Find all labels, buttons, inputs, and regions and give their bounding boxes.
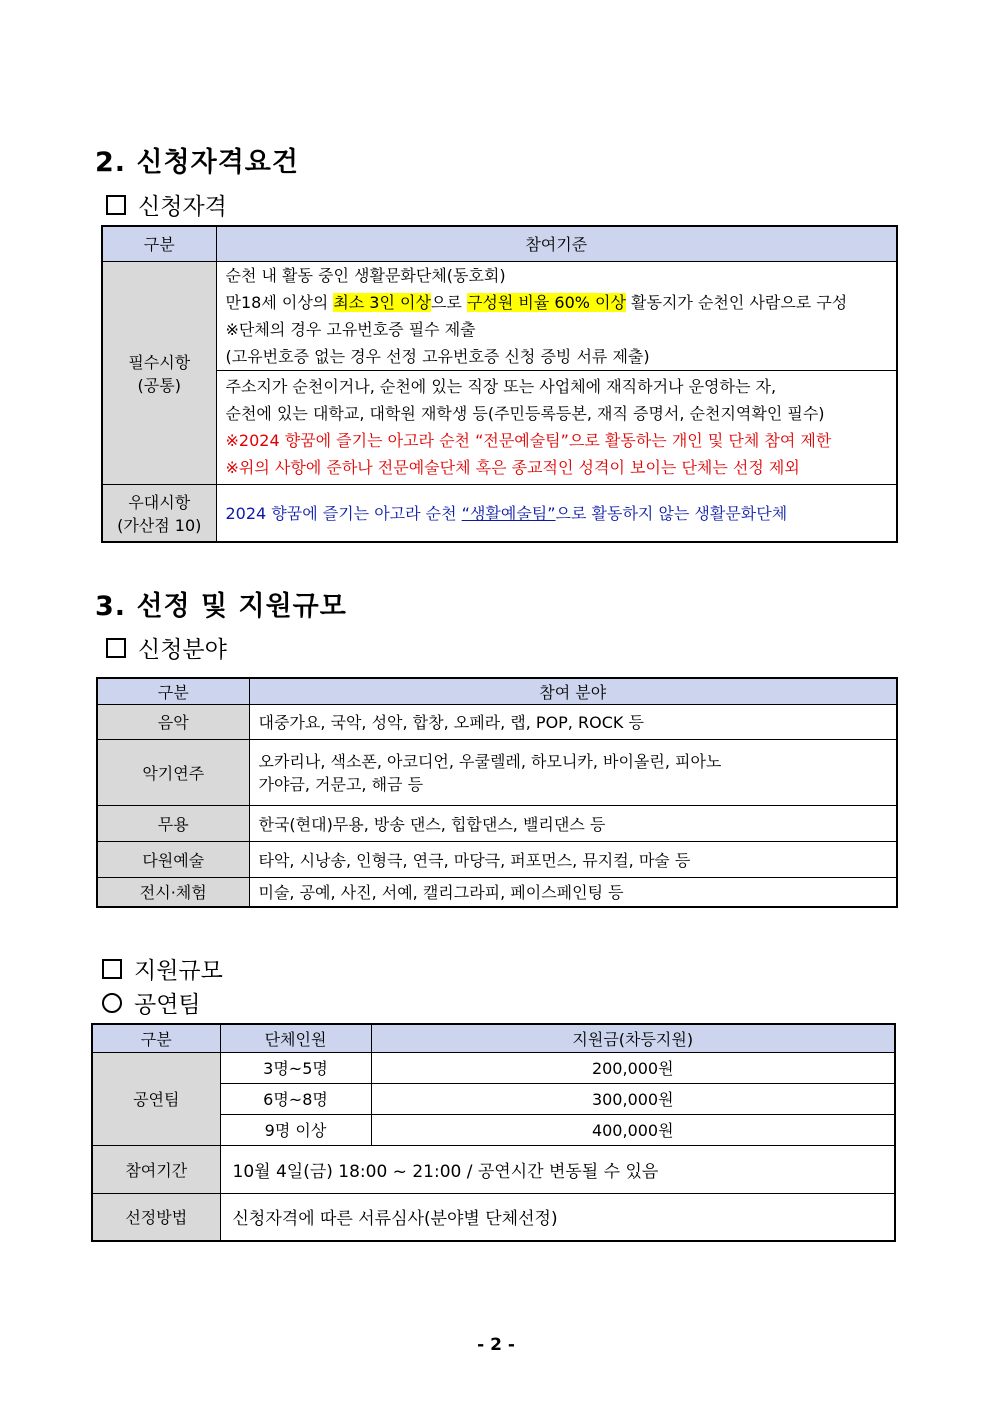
criteria-text: 으로 활동하지 않는 생활문화단체 [555,504,788,524]
support-table [91,1023,896,1242]
criteria-line: 순천에 있는 대학교, 대학원 재학생 등(주민등록등본, 재직 증명서, 순천지역확인 필수) [225,404,825,423]
subsection-support [102,952,223,985]
required-criteria-b [216,370,897,484]
highlight-min-members: 최소 3인 이상 [333,292,431,312]
support-size: 3명~5명 [220,1052,371,1083]
preferred-label [102,484,216,542]
fields-header-fields: 참여 분야 [249,678,897,704]
subsection-team-label: 공연팀 [134,992,201,1018]
subsection-team [102,986,201,1019]
underline-team-name: “생활예술팀” [461,504,556,524]
support-header-amount: 지원금(차등지원) [371,1024,895,1052]
subsection-fields-label: 신청분야 [138,637,227,663]
criteria-text: 만18세 이상의 [225,292,334,312]
field-line: 미술, 공예, 사진, 서예, 캘리그라피, 페이스페인팅 등 [258,883,624,903]
criteria-line: 주소지가 순천이거나, 순천에 있는 직장 또는 사업체에 재직하거나 운영하는 자, [225,377,777,396]
field-category: 악기연주 [97,739,249,805]
support-size: 6명~8명 [220,1083,371,1114]
criteria-warning: ※위의 사항에 준하나 전문예술단체 혹은 종교적인 성격이 보이는 단체는 선정 제외 [225,458,800,477]
method-value: 신청자격에 따른 서류심사(분야별 단체선정) [220,1193,895,1241]
support-size: 9명 이상 [220,1114,371,1145]
subsection-eligibility [106,188,227,221]
field-description [249,841,897,877]
subsection-fields [106,631,227,664]
highlight-member-ratio: 구성원 비율 60% 이상 [466,292,626,312]
criteria-note: (고유번호증 없는 경우 선정 고유번호증 신청 증빙 서류 제출) [225,346,650,366]
field-line: 대중가요, 국악, 성악, 합창, 오페라, 랩, POP, ROCK 등 [258,713,644,732]
checkbox-square-icon [106,638,126,658]
period-label: 참여기간 [92,1145,220,1193]
required-label [102,261,216,484]
field-category: 음악 [97,704,249,739]
fields-header-category: 구분 [97,678,249,704]
subsection-eligibility-label: 신청자격 [138,194,227,220]
eligibility-table [101,225,898,543]
page-number: - 2 - [477,1335,515,1355]
field-category: 전시·체험 [97,877,249,907]
criteria-line [226,289,897,316]
field-category: 다원예술 [97,841,249,877]
required-criteria-a [216,261,897,370]
subsection-support-label: 지원규모 [134,958,223,984]
criteria-warning: ※2024 향꿈에 즐기는 아고라 순천 “전문예술팀”으로 활동하는 개인 및 단체 참여 제한 [225,431,832,450]
section-2-title: 2. 신청자격요건 [95,147,299,178]
preferred-label-line2: (가산점 10) [117,515,202,535]
field-line: 가야금, 거문고, 해금 등 [258,775,424,794]
support-amount: 300,000원 [371,1083,895,1114]
preferred-label-line1: 우대시항 [128,492,191,512]
fields-table [96,677,898,908]
field-description [249,877,897,907]
required-label-line2: (공통) [137,375,181,395]
field-line: 오카리나, 색소폰, 아코디언, 우쿨렐레, 하모니카, 바이올린, 피아노 [258,752,722,771]
method-label: 선정방법 [92,1193,220,1241]
checkbox-square-icon [102,959,122,979]
support-header-category: 구분 [92,1024,220,1052]
eligibility-header-criteria: 참여기준 [216,226,897,261]
support-amount: 400,000원 [371,1114,895,1145]
field-description [249,704,897,739]
eligibility-header-category: 구분 [102,226,216,261]
field-description [249,805,897,841]
support-amount: 200,000원 [371,1052,895,1083]
required-label-line1: 필수시항 [128,352,191,372]
support-group-label: 공연팀 [92,1052,220,1145]
section-3-title: 3. 선정 및 지원규모 [95,591,347,622]
field-line: 한국(현대)무용, 방송 댄스, 힙합댄스, 밸리댄스 등 [258,814,606,834]
preferred-criteria [216,484,897,542]
criteria-text: 활동지가 순천인 사람으로 구성 [625,292,848,312]
criteria-note: ※단체의 경우 고유번호증 필수 제출 [225,319,476,339]
criteria-text: 2024 향꿈에 즐기는 아고라 순천 [225,504,462,524]
field-line: 타악, 시낭송, 인형극, 연극, 마당극, 퍼포먼스, 뮤지컬, 마술 등 [258,850,691,870]
support-header-members: 단체인원 [220,1024,371,1052]
criteria-line: 순천 내 활동 중인 생활문화단체(동호회) [225,265,506,285]
circle-bullet-icon [102,993,122,1013]
criteria-text: 으로 [430,292,467,312]
field-category: 무용 [97,805,249,841]
field-description [249,739,897,805]
checkbox-square-icon [106,195,126,215]
period-value: 10월 4일(금) 18:00 ~ 21:00 / 공연시간 변동될 수 있음 [220,1145,895,1193]
